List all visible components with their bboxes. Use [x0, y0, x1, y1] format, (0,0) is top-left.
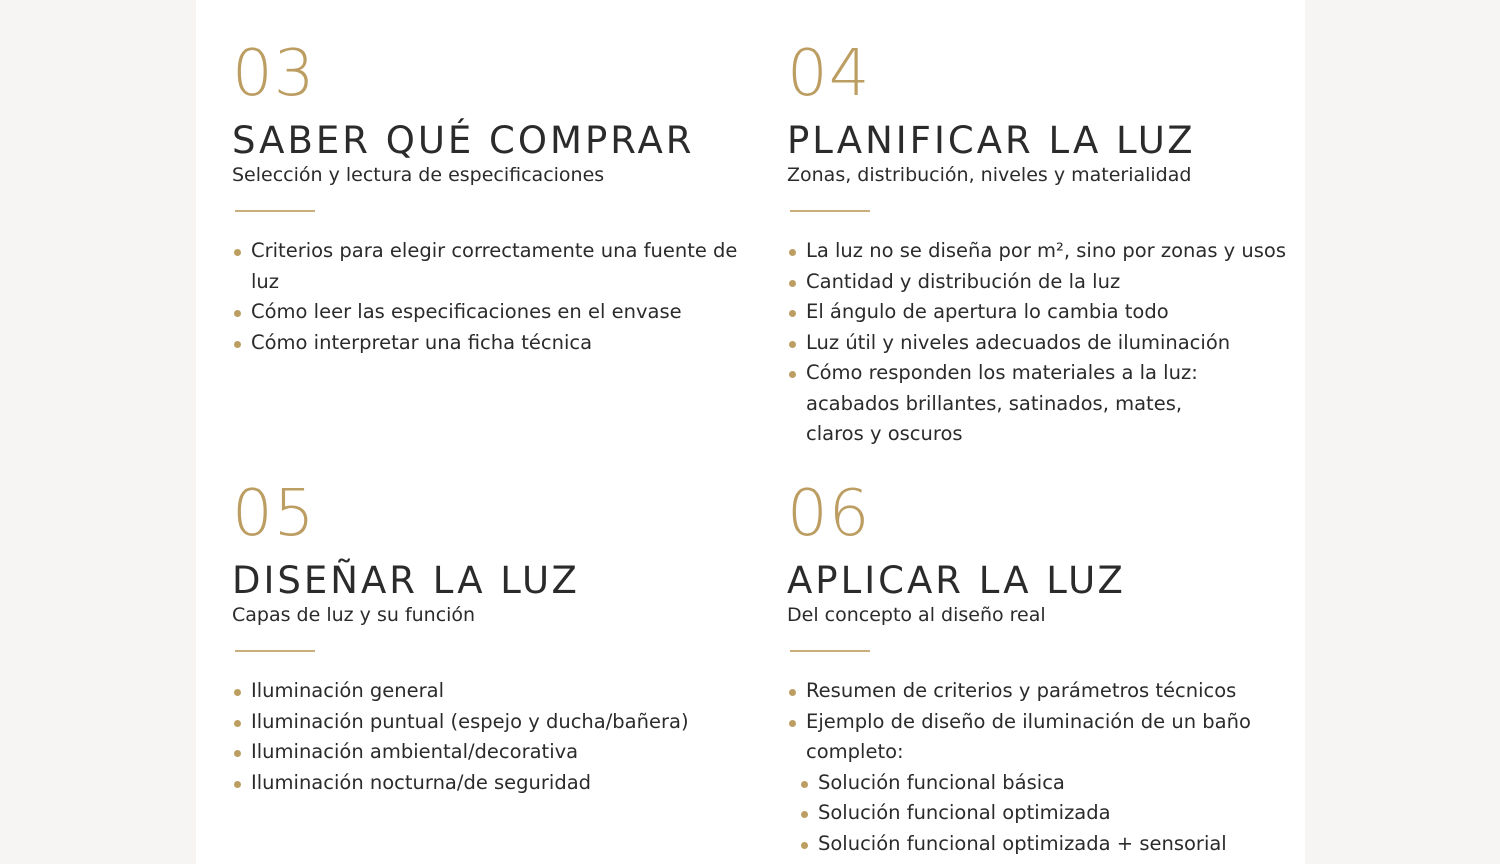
list-item: Luz útil y niveles adecuados de iluminación	[787, 328, 1287, 359]
module-title: DISEÑAR LA LUZ	[232, 559, 580, 602]
module-04	[787, 37, 1287, 450]
sub-list-item: Solución funcional optimizada + sensorial	[799, 829, 1287, 860]
list-item: La luz no se diseña por m², sino por zonas y usos	[787, 236, 1287, 267]
list-item: Iluminación nocturna/de seguridad	[232, 768, 762, 799]
list-item: Ejemplo de diseño de iluminación de un baño completo:	[787, 707, 1287, 768]
module-number: 03	[232, 37, 316, 111]
item-list	[232, 676, 762, 798]
item-list	[787, 676, 1287, 768]
module-subtitle: Zonas, distribución, niveles y materialidad	[787, 164, 1192, 186]
module-subtitle: Selección y lectura de especificaciones	[232, 164, 605, 186]
module-subtitle: Capas de luz y su función	[232, 604, 476, 626]
module-title: PLANIFICAR LA LUZ	[787, 119, 1196, 162]
list-item: Iluminación general	[232, 676, 762, 707]
list-item: El ángulo de apertura lo cambia todo	[787, 297, 1287, 328]
list-item: Criterios para elegir correctamente una fuente de luz	[232, 236, 762, 297]
divider-line	[790, 210, 870, 212]
sub-item-list	[787, 768, 1287, 860]
sub-list-item: Solución funcional básica	[799, 768, 1287, 799]
module-number: 06	[787, 477, 871, 551]
list-item: Iluminación puntual (espejo y ducha/bañera)	[232, 707, 762, 738]
module-number: 04	[787, 37, 871, 111]
list-item: Resumen de criterios y parámetros técnicos	[787, 676, 1287, 707]
item-list	[787, 236, 1287, 450]
list-item: Cómo interpretar una ficha técnica	[232, 328, 762, 359]
module-05	[232, 477, 762, 798]
divider-line	[790, 650, 870, 652]
list-item: Cantidad y distribución de la luz	[787, 267, 1287, 298]
item-list	[232, 236, 762, 358]
list-item: Cómo responden los materiales a la luz: acabados brillantes, satinados, mates, claros y oscuros	[787, 358, 1246, 450]
module-number: 05	[232, 477, 316, 551]
module-03	[232, 37, 762, 358]
module-title: SABER QUÉ COMPRAR	[232, 119, 695, 162]
divider-line	[235, 210, 315, 212]
list-item: Iluminación ambiental/decorativa	[232, 737, 762, 768]
module-title: APLICAR LA LUZ	[787, 559, 1126, 602]
content-page	[196, 0, 1305, 864]
module-subtitle: Del concepto al diseño real	[787, 604, 1046, 626]
divider-line	[235, 650, 315, 652]
list-item: Cómo leer las especificaciones en el envase	[232, 297, 762, 328]
sub-list-item: Solución funcional optimizada	[799, 798, 1287, 829]
module-06	[787, 477, 1287, 859]
